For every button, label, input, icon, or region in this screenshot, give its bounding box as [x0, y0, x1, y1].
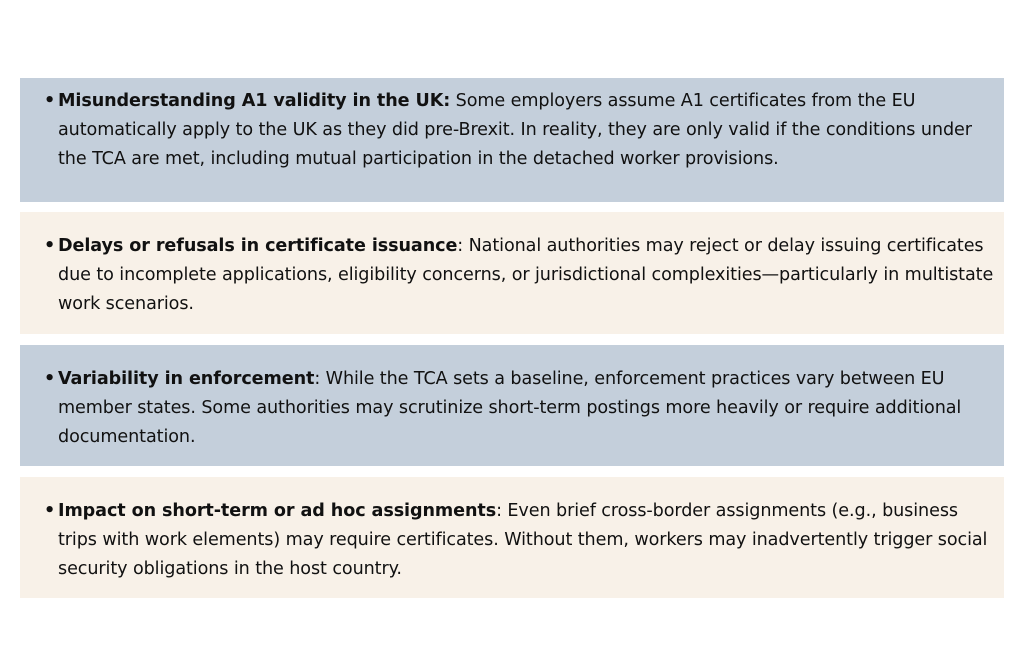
item-title: Variability in enforcement: [58, 369, 315, 389]
bullet-icon: •: [44, 91, 56, 111]
item-title: Misunderstanding A1 validity in the UK:: [58, 91, 451, 111]
item-body: : National authorities may reject or delay issuing certificates due to incomplete applications, eligibility concerns, or jurisdictional complexities—particularly in multistate work scenarios.: [58, 236, 994, 314]
item-body: Some employers assume A1 certificates from the EU automatically apply to the UK as they did pre-Brexit. In reality, they are only valid if the conditions under the TCA are met, including mutual participation in the detached worker provisions.: [58, 91, 972, 169]
panel-enforcement-variability: [20, 345, 1004, 466]
panel-a1-validity: [20, 78, 1004, 202]
bullet-item: [44, 497, 994, 584]
item-title: Delays or refusals in certificate issuance: [58, 236, 458, 256]
bullet-item: [44, 365, 994, 452]
bullet-icon: •: [44, 501, 56, 521]
item-title: Impact on short-term or ad hoc assignments: [58, 501, 497, 521]
item-body: : Even brief cross-border assignments (e.g., business trips with work elements) may require certificates. Without them, workers may inadvertently trigger social security obligations in the host country.: [58, 501, 988, 579]
panel-certificate-delays: [20, 212, 1004, 334]
item-body: : While the TCA sets a baseline, enforcement practices vary between EU member states. Some authorities may scrutinize short-term postings more heavily or require additional documentation.: [58, 369, 962, 447]
bullet-icon: •: [44, 236, 56, 256]
bullet-item: [44, 87, 994, 174]
panel-short-term-assignments: [20, 477, 1004, 598]
bullet-item: [44, 232, 994, 319]
bullet-icon: •: [44, 369, 56, 389]
